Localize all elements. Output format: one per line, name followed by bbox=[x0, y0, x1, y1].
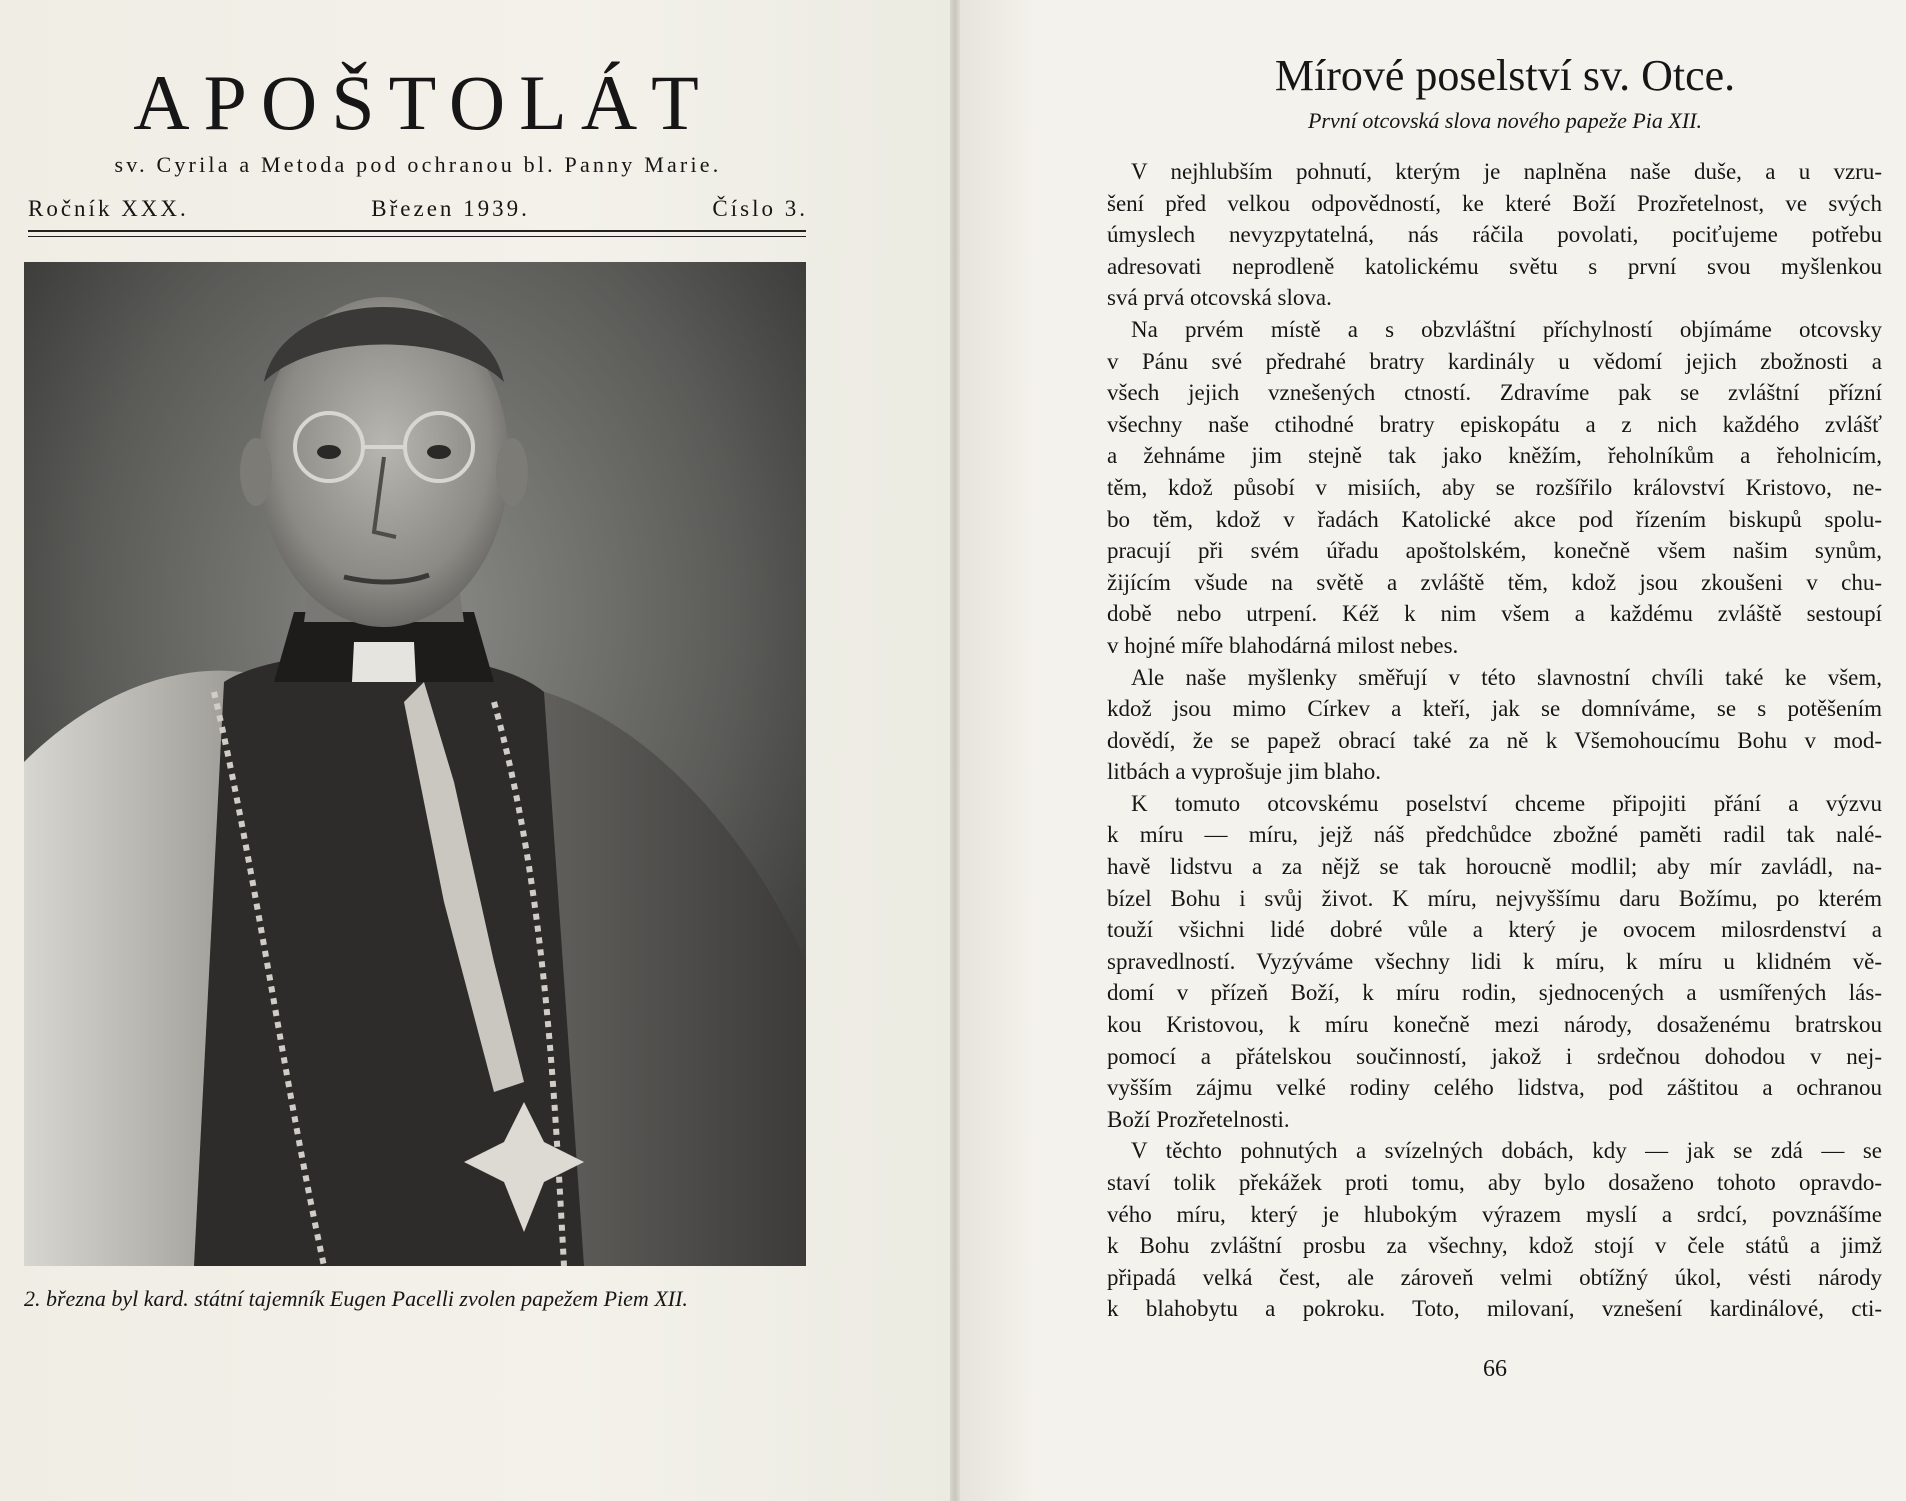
text-line: staví tolik překážek proti tomu, aby bylo dosaženo tohoto opravdo- bbox=[1107, 1170, 1882, 1195]
text-line: bízel Bohu i svůj život. K míru, nejvyššímu daru Božímu, po kterém bbox=[1107, 885, 1882, 911]
text-line: k míru — míru, jejž náš předchůdce zbožné paměti radil tak nalé- bbox=[1107, 822, 1882, 848]
text-line: svá prvá otcovská slova. bbox=[1107, 285, 1332, 311]
text-line: V nejhlubším pohnutí, kterým je naplněna naše duše, a u vzru- bbox=[1131, 159, 1882, 184]
text-line: šení před velkou odpovědností, ke které Boží Prozřetelnost, ve svých bbox=[1107, 190, 1882, 216]
text-line: havě lidstvu a za nějž se tak horoucně modlil; aby mír zavládl, na- bbox=[1107, 854, 1882, 880]
text-line: v Pánu své předrahé bratry kardinály u vědomí jejich zbožnosti a bbox=[1107, 348, 1882, 374]
text-line: pracují při svém úřadu apoštolském, konečně všem našim synům, bbox=[1107, 538, 1882, 564]
masthead-rule-thin bbox=[28, 236, 806, 237]
book-gutter bbox=[950, 0, 960, 1501]
article-body bbox=[1107, 156, 1882, 1325]
photo-caption: 2. března byl kard. státní tajemník Eugen Pacelli zvolen papežem Piem XII. bbox=[24, 1286, 688, 1311]
text-line: době nebo utrpení. Kéž k nim všem a každému zvláště sestoupí bbox=[1107, 601, 1882, 627]
text-line: domí v přízeň Boží, k míru rodin, sjednocených a usmířených lás- bbox=[1107, 980, 1882, 1006]
text-line: vého míru, který je hlubokým výrazem myslí a srdcí, povznášíme bbox=[1107, 1201, 1882, 1227]
article-title: Mírové poselství sv. Otce. bbox=[1274, 51, 1736, 100]
text-line: všech jejich vznešených ctností. Zdravíme pak se zvláštní přízní bbox=[1107, 380, 1882, 406]
text-line: vyšším zájmu velké rodiny celého lidstva, pod záštitou a ochranou bbox=[1107, 1075, 1882, 1101]
text-line: úmyslech nevyzpytatelná, nás ráčila povolati, pociťujeme potřebu bbox=[1107, 222, 1882, 248]
text-line: kou Kristovou, k míru konečně mezi národy, dosaženému bratrskou bbox=[1107, 1012, 1882, 1038]
text-line: těm, kdož působí v misiích, aby se rozšířilo království Kristovo, ne- bbox=[1107, 474, 1882, 500]
text-line: k blahobytu a pokroku. Toto, milovaní, vznešení kardinálové, cti- bbox=[1107, 1296, 1882, 1322]
issue-date: Březen 1939. bbox=[371, 196, 530, 221]
text-line: spravedlností. Vyzýváme všechny lidi k míru, k míru u klidném vě- bbox=[1107, 948, 1882, 974]
magazine-subtitle: sv. Cyrila a Metoda pod ochranou bl. Panny Marie. bbox=[114, 152, 722, 177]
masthead-rule bbox=[28, 230, 806, 232]
text-line: touží všichni lidé dobré vůle a který je ovocem milosrdenství a bbox=[1107, 917, 1882, 943]
text-line: v hojné míře blahodárná milost nebes. bbox=[1107, 632, 1459, 658]
magazine-title: APOŠTOLÁT bbox=[133, 59, 713, 146]
text-line: Na prvém místě a s obzvláštní příchylností objímáme otcovsky bbox=[1131, 316, 1882, 342]
page-number: 66 bbox=[1483, 1356, 1507, 1382]
text-line: bo těm, kdož v řadách Katolické akce pod řízením biskupů spolu- bbox=[1107, 506, 1882, 532]
text-line: litbách a vyprošuje jim blaho. bbox=[1107, 759, 1382, 785]
text-line: Boží Prozřetelnosti. bbox=[1107, 1106, 1290, 1132]
text-line: dovědí, že se papež obrací také za ně k Všemohoucímu Bohu v mod- bbox=[1107, 727, 1882, 753]
text-line: Ale naše myšlenky směřují v této slavnostní chvíli také ke všem, bbox=[1131, 664, 1882, 690]
text-line: všechny naše ctihodné bratry episkopátu a z nich každého zvlášť bbox=[1107, 411, 1882, 437]
issue-line bbox=[28, 196, 808, 222]
text-line: a žehnáme jim stejně tak jako kněžím, řeholníkům a řeholnicím, bbox=[1107, 443, 1882, 469]
issue-number: Číslo 3. bbox=[712, 196, 808, 221]
text-line: K tomuto otcovskému poselství chceme připojiti přání a výzvu bbox=[1131, 790, 1882, 816]
article-subtitle: První otcovská slova nového papeže Pia XII. bbox=[1307, 108, 1703, 133]
text-line: kdož jsou mimo Církev a kteří, jak se domníváme, se s potěšením bbox=[1107, 696, 1882, 722]
text-line: žijícím všude na světě a zvláště těm, kdož jsou zkoušeni v chu- bbox=[1107, 569, 1882, 595]
masthead bbox=[24, 59, 808, 146]
text-line: V těchto pohnutých a svízelných dobách, kdy — jak se zdá — se bbox=[1131, 1138, 1882, 1164]
text-line: k Bohu zvláštní prosbu za všechny, kdož stojí v čele států a jimž bbox=[1107, 1233, 1882, 1259]
text-line: adresovati neprodleně katolickému světu s první svou myšlenkou bbox=[1107, 253, 1882, 279]
text-line: připadá velká čest, ale zároveň velmi obtížný úkol, vésti národy bbox=[1107, 1264, 1882, 1290]
text-line: pomocí a přátelskou součinností, jakož i srdečnou dohodou v nej- bbox=[1107, 1043, 1882, 1069]
portrait-photo bbox=[24, 262, 806, 1266]
volume-label: Ročník XXX. bbox=[28, 196, 189, 221]
